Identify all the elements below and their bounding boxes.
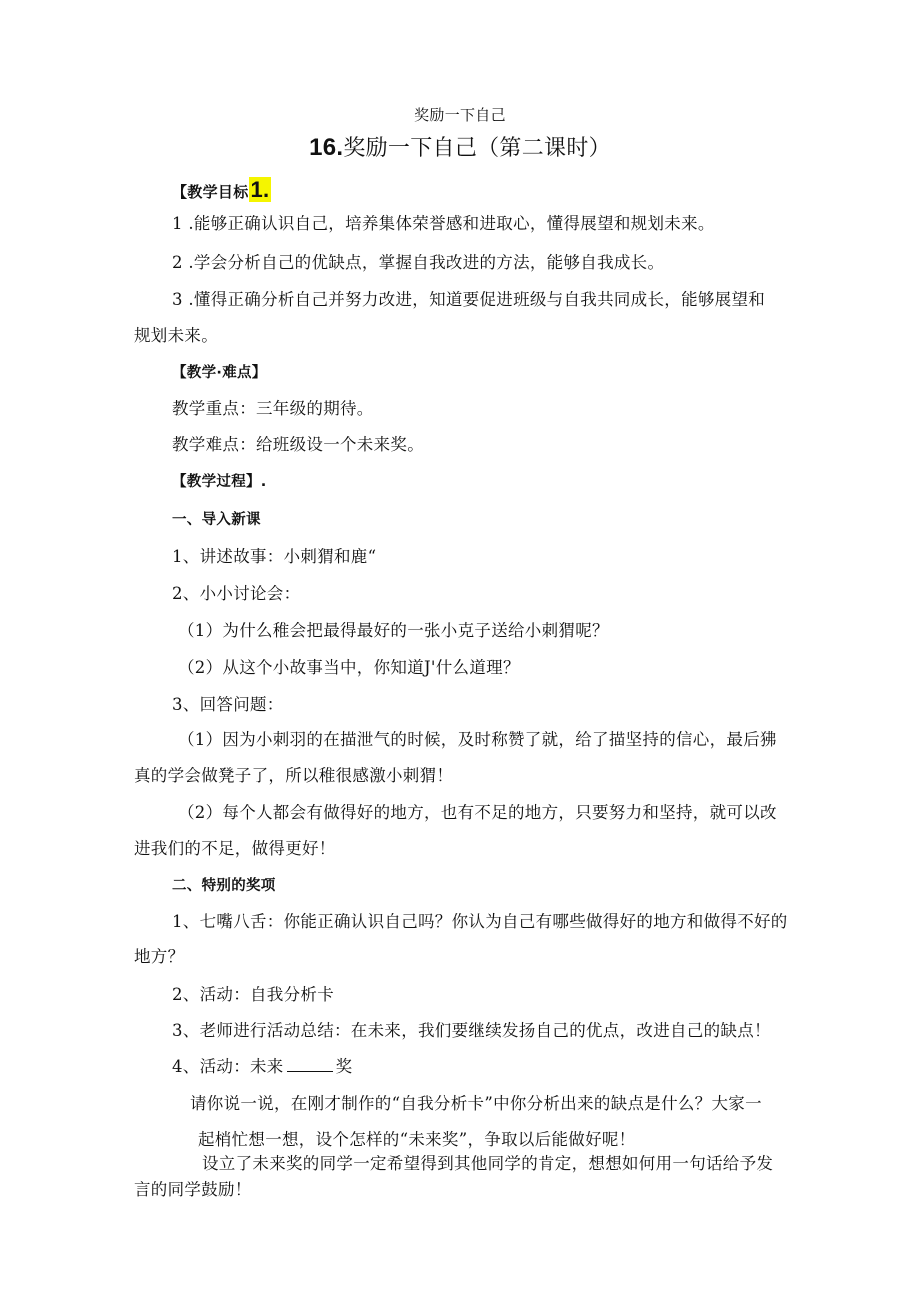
s2-line-5	[172, 1056, 352, 1078]
objective-3: 3 .懂得正确分析自己并努力改进，知道要促进班级与自我共同成长，能够展望和	[172, 290, 766, 309]
key-difficulty: 教学难点：给班级设一个未来奖。	[172, 435, 424, 454]
process-heading: 【教学过程】.	[172, 474, 267, 490]
s2-line-1: 1、七嘴八舌：你能正确认识自己吗？你认为自己有哪些做得好的地方和做得不好的	[172, 912, 788, 931]
s1-line-2: 2、小小讨论会：	[172, 584, 301, 603]
highlighted-marker: 1.	[250, 177, 270, 202]
section-2-title: 二、特别的奖项	[172, 878, 276, 894]
s1-line-8: （2）每个人都会有做得好的地方，也有不足的地方，只要努力和坚持，就可以改	[178, 803, 777, 822]
s2-line-9: 言的同学鼓励！	[134, 1180, 252, 1199]
key-points-heading: 【教学·难点】	[172, 365, 267, 381]
section-1-title: 一、导入新课	[172, 512, 261, 528]
objectives-heading-text: 【教学目标	[172, 183, 249, 201]
s2-line-2: 地方？	[134, 947, 185, 966]
s1-line-9: 进我们的不足，做得更好！	[134, 839, 336, 858]
objective-2: 2 .学会分析自己的优缺点，掌握自我改进的方法，能够自我成长。	[172, 253, 665, 272]
s2-line-8: 设立了未来奖的同学一定希望得到其他同学的肯定，想想如何用一句话给予发	[202, 1154, 774, 1173]
header-title: 奖励一下自己	[414, 106, 506, 124]
s2-line-5-suffix: 奖	[335, 1057, 353, 1076]
s2-line-6: 请你说一说，在刚才制作的“自我分析卡”中你分析出来的缺点是什么？大家一	[190, 1094, 762, 1113]
s1-line-7: 真的学会做凳子了，所以稚很感激小刺猬！	[134, 766, 454, 785]
s1-line-1: 1、讲述故事：小刺猬和鹿“	[172, 547, 377, 566]
s2-line-7: 起梢忙想一想，设个怎样的“未来奖”，争取以后能做好呢！	[198, 1130, 636, 1149]
page-title	[0, 134, 920, 163]
objective-3-cont: 规划未来。	[134, 326, 218, 345]
s1-line-5: 3、回答问题：	[172, 695, 284, 714]
fill-in-blank	[287, 1056, 333, 1072]
key-focus: 教学重点：三年级的期待。	[172, 399, 374, 418]
s1-line-4: （2）从这个小故事当中，你知道J'什么道理？	[178, 658, 520, 677]
objective-1: 1 .能够正确认识自己，培养集体荣誉感和进取心，懂得展望和规划未来。	[172, 214, 715, 233]
s1-line-6: （1）因为小刺羽的在描泄气的时候，及时称赞了就，给了描坚持的信心，最后狒	[178, 730, 777, 749]
s2-line-5-prefix: 4、活动：未来	[172, 1057, 284, 1076]
lesson-number: 16.	[309, 134, 344, 161]
lesson-title-text: 奖励一下自己（第二课时）	[343, 136, 611, 161]
s2-line-3: 2、活动：自我分析卡	[172, 985, 334, 1004]
objectives-heading	[172, 178, 271, 204]
s1-line-3: （1）为什么稚会把最得最好的一张小克子送给小刺猬呢？	[178, 621, 609, 640]
s2-line-4: 3、老师进行活动总结：在未来，我们要继续发扬自己的优点，改进自己的缺点！	[172, 1021, 771, 1040]
